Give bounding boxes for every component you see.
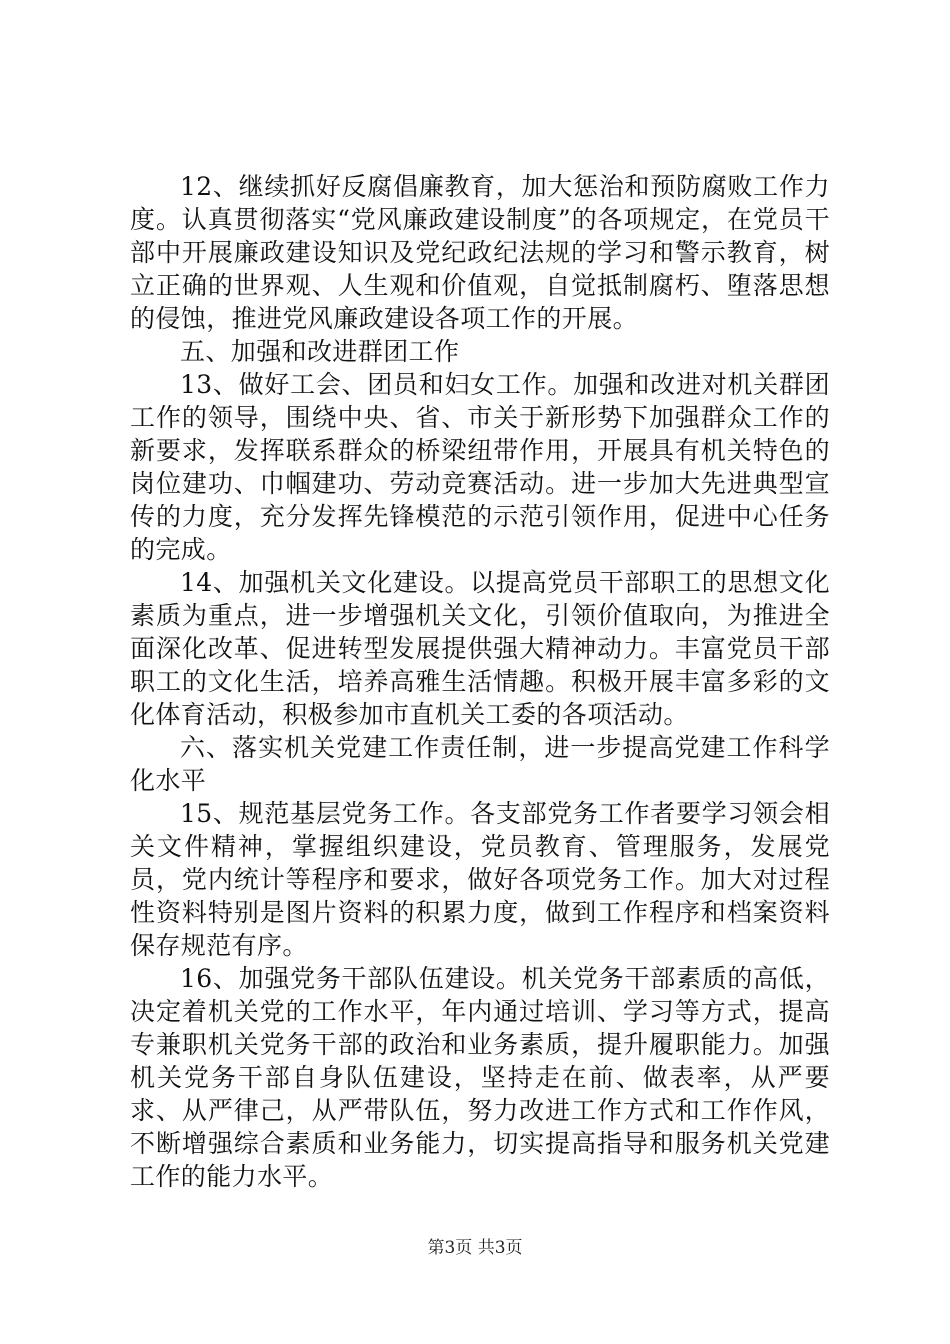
section-heading-6: 六、落实机关党建工作责任制，进一步提高党建工作科学化水平 [130,733,830,795]
paragraph-item-16: 16、加强党务干部队伍建设。机关党务干部素质的高低，决定着机关党的工作水平，年内通过培训、学习等方式，提高专兼职机关党务干部的政治和业务素质，提升履职能力。加强机关党务干部自身队伍建设，坚持走在前、做表率，从严要求、从严律己，从严带队伍，努力改进工作方式和工作作风，不断增强综合素质和业务能力，切实提高指导和服务机关党建工作的能力水平。 [130,964,830,1191]
page-number-footer: 第3页 共3页 [427,1238,523,1258]
document-body [130,170,830,1193]
section-heading-5: 五、加强和改进群团工作 [180,337,460,366]
paragraph-item-15: 15、规范基层党务工作。各支部党务工作者要学习领会相关文件精神，掌握组织建设，党员教育、管理服务，发展党员，党内统计等程序和要求，做好各项党务工作。加大对过程性资料特别是图片资料的积累力度，做到工作程序和档案资料保存规范有序。 [130,799,830,960]
paragraph-item-13: 13、做好工会、团员和妇女工作。加强和改进对机关群团工作的领导，围绕中央、省、市关于新形势下加强群众工作的新要求，发挥联系群众的桥梁纽带作用，开展具有机关特色的岗位建功、巾帼建功、劳动竞赛活动。进一步加大先进典型宣传的力度，充分发挥先锋模范的示范引领作用，促进中心任务的完成。 [130,370,830,564]
paragraph-item-14: 14、加强机关文化建设。以提高党员干部职工的思想文化素质为重点，进一步增强机关文化，引领价值取向，为推进全面深化改革、促进转型发展提供强大精神动力。丰富党员干部职工的文化生活，培养高雅生活情趣。积极开展丰富多彩的文化体育活动，积极参加市直机关工委的各项活动。 [130,568,830,729]
paragraph-item-12: 12、继续抓好反腐倡廉教育，加大惩治和预防腐败工作力度。认真贯彻落实“党风廉政建设制度”的各项规定，在党员干部中开展廉政建设知识及党纪政纪法规的学习和警示教育，树立正确的世界观、人生观和价值观，自觉抵制腐朽、堕落思想的侵蚀，推进党风廉政建设各项工作的开展。 [130,172,830,333]
